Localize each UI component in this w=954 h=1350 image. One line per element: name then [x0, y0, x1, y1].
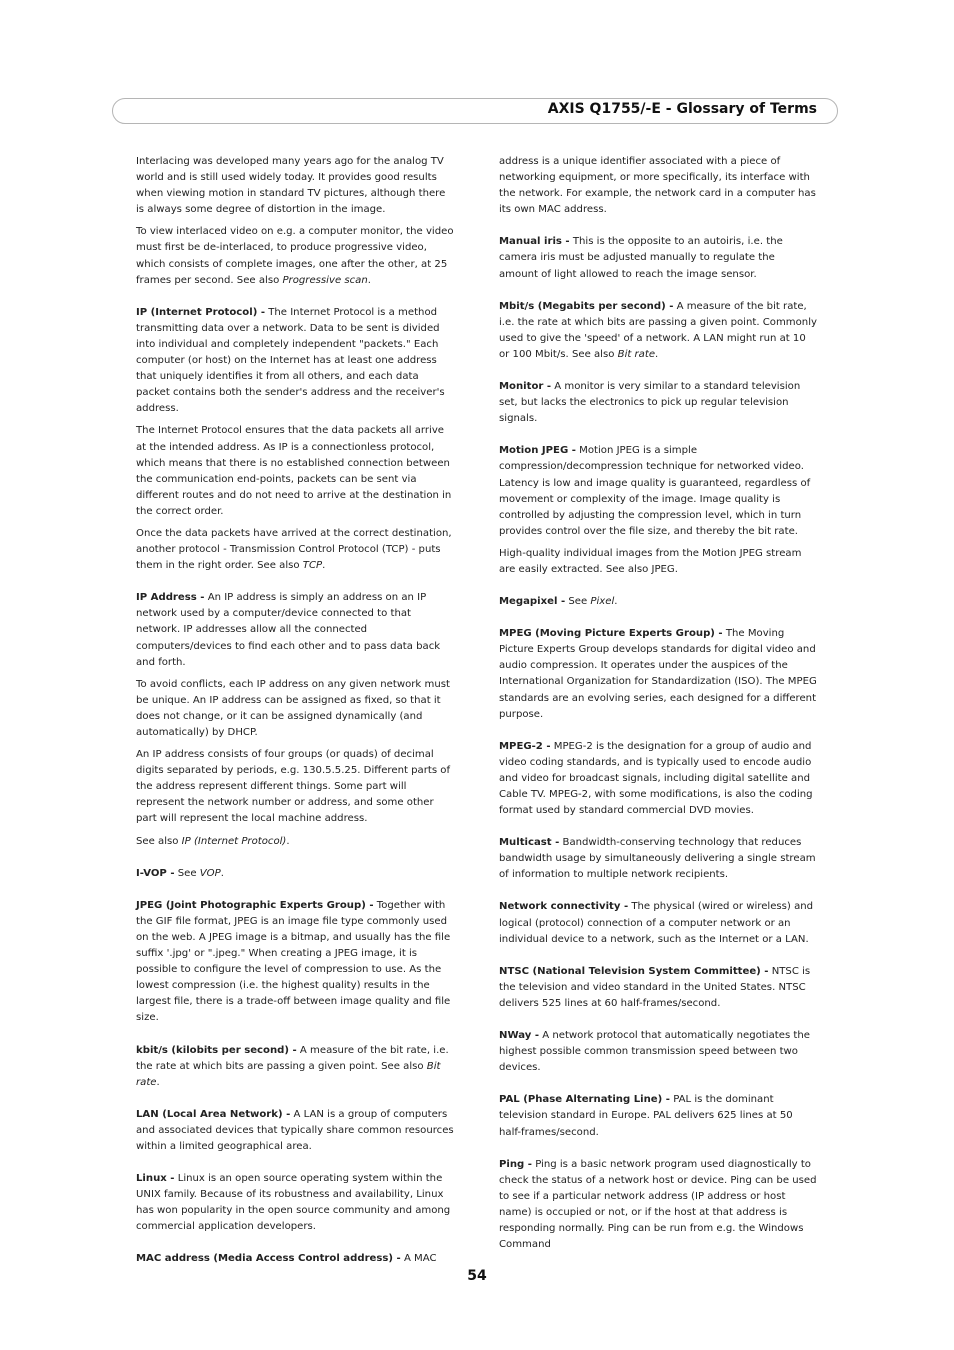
glossary-term: MPEG-2 -: [499, 740, 551, 752]
entry-paragraph: Megapixel - See Pixel.: [499, 596, 618, 608]
cross-reference: Bit rate: [136, 1060, 441, 1088]
entry-paragraph: An IP address consists of four groups (or quads) of decimal digits separated by periods, e.g. 130.5.5.25. Different parts of the address represent different things. Some part will represent the network number or address, and some other part will represent the local machine address.: [136, 749, 451, 825]
glossary-entry-lan: [136, 1107, 454, 1155]
glossary-term: LAN (Local Area Network) -: [136, 1108, 291, 1120]
glossary-term: Mbit/s (Megabits per second) -: [499, 300, 674, 312]
glossary-term: Linux -: [136, 1173, 175, 1185]
entry-paragraph: Interlacing was developed many years ago for the analog TV world and is still used widely today. It provides good results when viewing motion in standard TV pictures, although there is always some degree of distortion in the image.: [136, 156, 446, 216]
entry-paragraph: To avoid conflicts, each IP address on any given network must be unique. An IP address can be assigned as fixed, so that it does not change, or it can be assigned dynamically (and automatically) by DHCP.: [136, 678, 450, 738]
glossary-entry-megapixel: [499, 594, 817, 610]
glossary-entry-mpeg-2: [499, 739, 817, 819]
glossary-entry-monitor: [499, 379, 817, 427]
glossary-term: Megapixel -: [499, 596, 566, 608]
entry-paragraph: Monitor - A monitor is very similar to a standard television set, but lacks the electronics to pick up regular television signals.: [499, 381, 801, 425]
entry-paragraph: Manual iris - This is the opposite to an autoiris, i.e. the camera iris must be adjusted manually to regulate the amount of light allowed to reach the image sensor.: [499, 236, 783, 280]
entry-paragraph: To view interlaced video on e.g. a computer monitor, the video must first be de-interlaced, to produce progressive video, which consists of complete images, one after the other, at 25 frames per second. See also Progressive scan.: [136, 226, 454, 286]
entry-paragraph: MPEG (Moving Picture Experts Group) - The Moving Picture Experts Group develops standards for digital video and audio compression. It operates under the auspices of the International Organization for Standardization (ISO). The MPEG standards are an evolving series, each designed for a different purpose.: [499, 628, 817, 720]
glossary-term: Motion JPEG -: [499, 445, 576, 457]
glossary-term: Ping -: [499, 1158, 532, 1170]
glossary-term: MAC address (Media Access Control address) -: [136, 1253, 401, 1265]
entry-paragraph: kbit/s (kilobits per second) - A measure of the bit rate, i.e. the rate at which bits are passing a given point. See also Bit rate.: [136, 1044, 449, 1088]
glossary-entry-ip: [136, 305, 454, 575]
entry-paragraph: Ping - Ping is a basic network program used diagnostically to check the status of a network host or device. Ping can be used to see if a particular network address (IP address or host name) is occupied or not, or if the host at that address is responding normally. Ping can be run from e.g. the Windows Command: [499, 1158, 817, 1251]
entry-paragraph: High-quality individual images from the Motion JPEG stream are easily extracted. See also JPEG.: [499, 547, 802, 575]
glossary-entry-ntsc: [499, 964, 817, 1012]
glossary-entry-interlacing: [136, 154, 454, 289]
cross-reference: IP (Internet Protocol): [181, 835, 287, 847]
glossary-term: JPEG (Joint Photographic Experts Group) -: [136, 899, 374, 911]
glossary-entry-mac-address: [136, 1251, 454, 1267]
glossary-entry-mbit: [499, 299, 817, 363]
glossary-entry-linux: [136, 1171, 454, 1235]
cross-reference: TCP: [302, 560, 323, 572]
page-number: 54: [467, 1268, 487, 1284]
glossary-entry-manual-iris: [499, 234, 817, 282]
glossary-entry-motion-jpeg: [499, 443, 817, 578]
entry-paragraph: MAC address (Media Access Control address) - A MAC: [136, 1253, 437, 1265]
page-title: AXIS Q1755/-E - Glossary of Terms: [547, 101, 817, 117]
glossary-entry-network-connectivity: [499, 899, 817, 947]
glossary-entry-kbit: [136, 1043, 454, 1091]
entry-paragraph: address is a unique identifier associated with a piece of networking equipment, or more specifically, its interface with the network. For example, the network card in a computer has its own MAC address.: [499, 156, 816, 216]
glossary-term: kbit/s (kilobits per second) -: [136, 1044, 297, 1056]
entry-paragraph: See also IP (Internet Protocol).: [136, 835, 290, 847]
glossary-entry-mac-address-cont: [499, 154, 817, 218]
glossary-term: Network connectivity -: [499, 901, 629, 913]
entry-paragraph: PAL (Phase Alternating Line) - PAL is the dominant television standard in Europe. PAL delivers 625 lines at 50 half-frames/second.: [499, 1094, 793, 1138]
glossary-term: I-VOP -: [136, 867, 175, 879]
glossary-entry-ivop: [136, 866, 454, 882]
entry-paragraph: Motion JPEG - Motion JPEG is a simple compression/decompression technique for networked video. Latency is low and image quality is guaranteed, regardless of movement or complexity of the image. Image quality is controlled by adjusting the compression level, which in turn provides control over the file size, and thereby the bit rate.: [499, 445, 811, 537]
entry-paragraph: I-VOP - See VOP.: [136, 867, 224, 879]
entry-paragraph: NWay - A network protocol that automatically negotiates the highest possible common transmission speed between two devices.: [499, 1030, 810, 1074]
entry-paragraph: MPEG-2 - MPEG-2 is the designation for a group of audio and video coding standards, and is typically used to encode audio and video for broadcast signals, including digital satellite and Cable TV. MPEG-2, with some modifications, is also the coding format used by standard commercial DVD movies.: [499, 740, 813, 817]
entry-paragraph: LAN (Local Area Network) - A LAN is a group of computers and associated devices that typically share common resources within a limited geographical area.: [136, 1108, 454, 1152]
cross-reference: Bit rate: [617, 348, 656, 360]
glossary-term: PAL (Phase Alternating Line) -: [499, 1094, 670, 1106]
left-column: [136, 154, 454, 1274]
right-column: [499, 154, 817, 1259]
entry-paragraph: NTSC (National Television System Committee) - NTSC is the television and video standard in the United States. NTSC delivers 525 lines at 60 half-frames/second.: [499, 965, 811, 1009]
glossary-term: IP (Internet Protocol) -: [136, 306, 266, 318]
cross-reference: Pixel: [590, 596, 615, 608]
entry-paragraph: Mbit/s (Megabits per second) - A measure of the bit rate, i.e. the rate at which bits are passing a given point. Commonly used to give the 'speed' of a network. A LAN might run at 10 or 100 Mbit/s. See also Bit rate.: [499, 300, 817, 360]
glossary-entry-nway: [499, 1028, 817, 1076]
cross-reference: Progressive scan: [282, 274, 368, 286]
glossary-entry-ping: [499, 1157, 817, 1254]
glossary-entry-pal: [499, 1092, 817, 1140]
cross-reference: VOP: [199, 867, 221, 879]
entry-paragraph: Once the data packets have arrived at the correct destination, another protocol - Transmission Control Protocol (TCP) - puts them in the right order. See also TCP.: [136, 527, 452, 572]
entry-paragraph: Linux - Linux is an open source operating system within the UNIX family. Because of its robustness and availability, Linux has won popularity in the open source community and among commercial application developers.: [136, 1173, 451, 1233]
entry-paragraph: IP (Internet Protocol) - The Internet Protocol is a method transmitting data over a network. Data to be sent is divided into individual and completely independent "packets." Each computer (or host) on the Internet has at least one address that uniquely identifies it from all others, and each data packet contains both the sender's address and the receiver's address.: [136, 306, 445, 415]
glossary-entry-ip-address: [136, 590, 454, 849]
glossary-term: NWay -: [499, 1030, 540, 1042]
glossary-term: IP Address -: [136, 592, 205, 604]
entry-paragraph: JPEG (Joint Photographic Experts Group) - Together with the GIF file format, JPEG is an image file type commonly used on the web. A JPEG image is a bitmap, and usually has the file suffix '.jpg' or ".jpeg." When creating a JPEG image, it is possible to configure the level of compression to use. As the lowest compression (i.e. the highest quality) results in the largest file, there is a trade-off between image quality and file size.: [136, 899, 451, 1024]
glossary-term: NTSC (National Television System Committee) -: [499, 965, 769, 977]
entry-paragraph: IP Address - An IP address is simply an address on an IP network used by a computer/device connected to that network. IP addresses allow all the connected computers/devices to find each other and to pass data back and forth.: [136, 592, 441, 668]
glossary-term: Manual iris -: [499, 236, 570, 248]
glossary-entry-jpeg: [136, 898, 454, 1027]
glossary-term: MPEG (Moving Picture Experts Group) -: [499, 628, 723, 640]
entry-paragraph: Network connectivity - The physical (wired or wireless) and logical (protocol) connection of a computer network or an individual device to a network, such as the Internet or a LAN.: [499, 901, 814, 945]
glossary-entry-mpeg: [499, 626, 817, 723]
glossary-term: Multicast -: [499, 837, 560, 849]
glossary-term: Monitor -: [499, 381, 552, 393]
glossary-entry-multicast: [499, 835, 817, 883]
entry-paragraph: The Internet Protocol ensures that the data packets all arrive at the intended address. As IP is a connectionless protocol, which means that there is no established connection between the communication end-points, packets can be sent via different routes and do not need to arrive at the destination in the correct order.: [136, 425, 452, 517]
entry-paragraph: Multicast - Bandwidth-conserving technology that reduces bandwidth usage by simultaneously delivering a single stream of information to multiple network recipients.: [499, 837, 816, 881]
